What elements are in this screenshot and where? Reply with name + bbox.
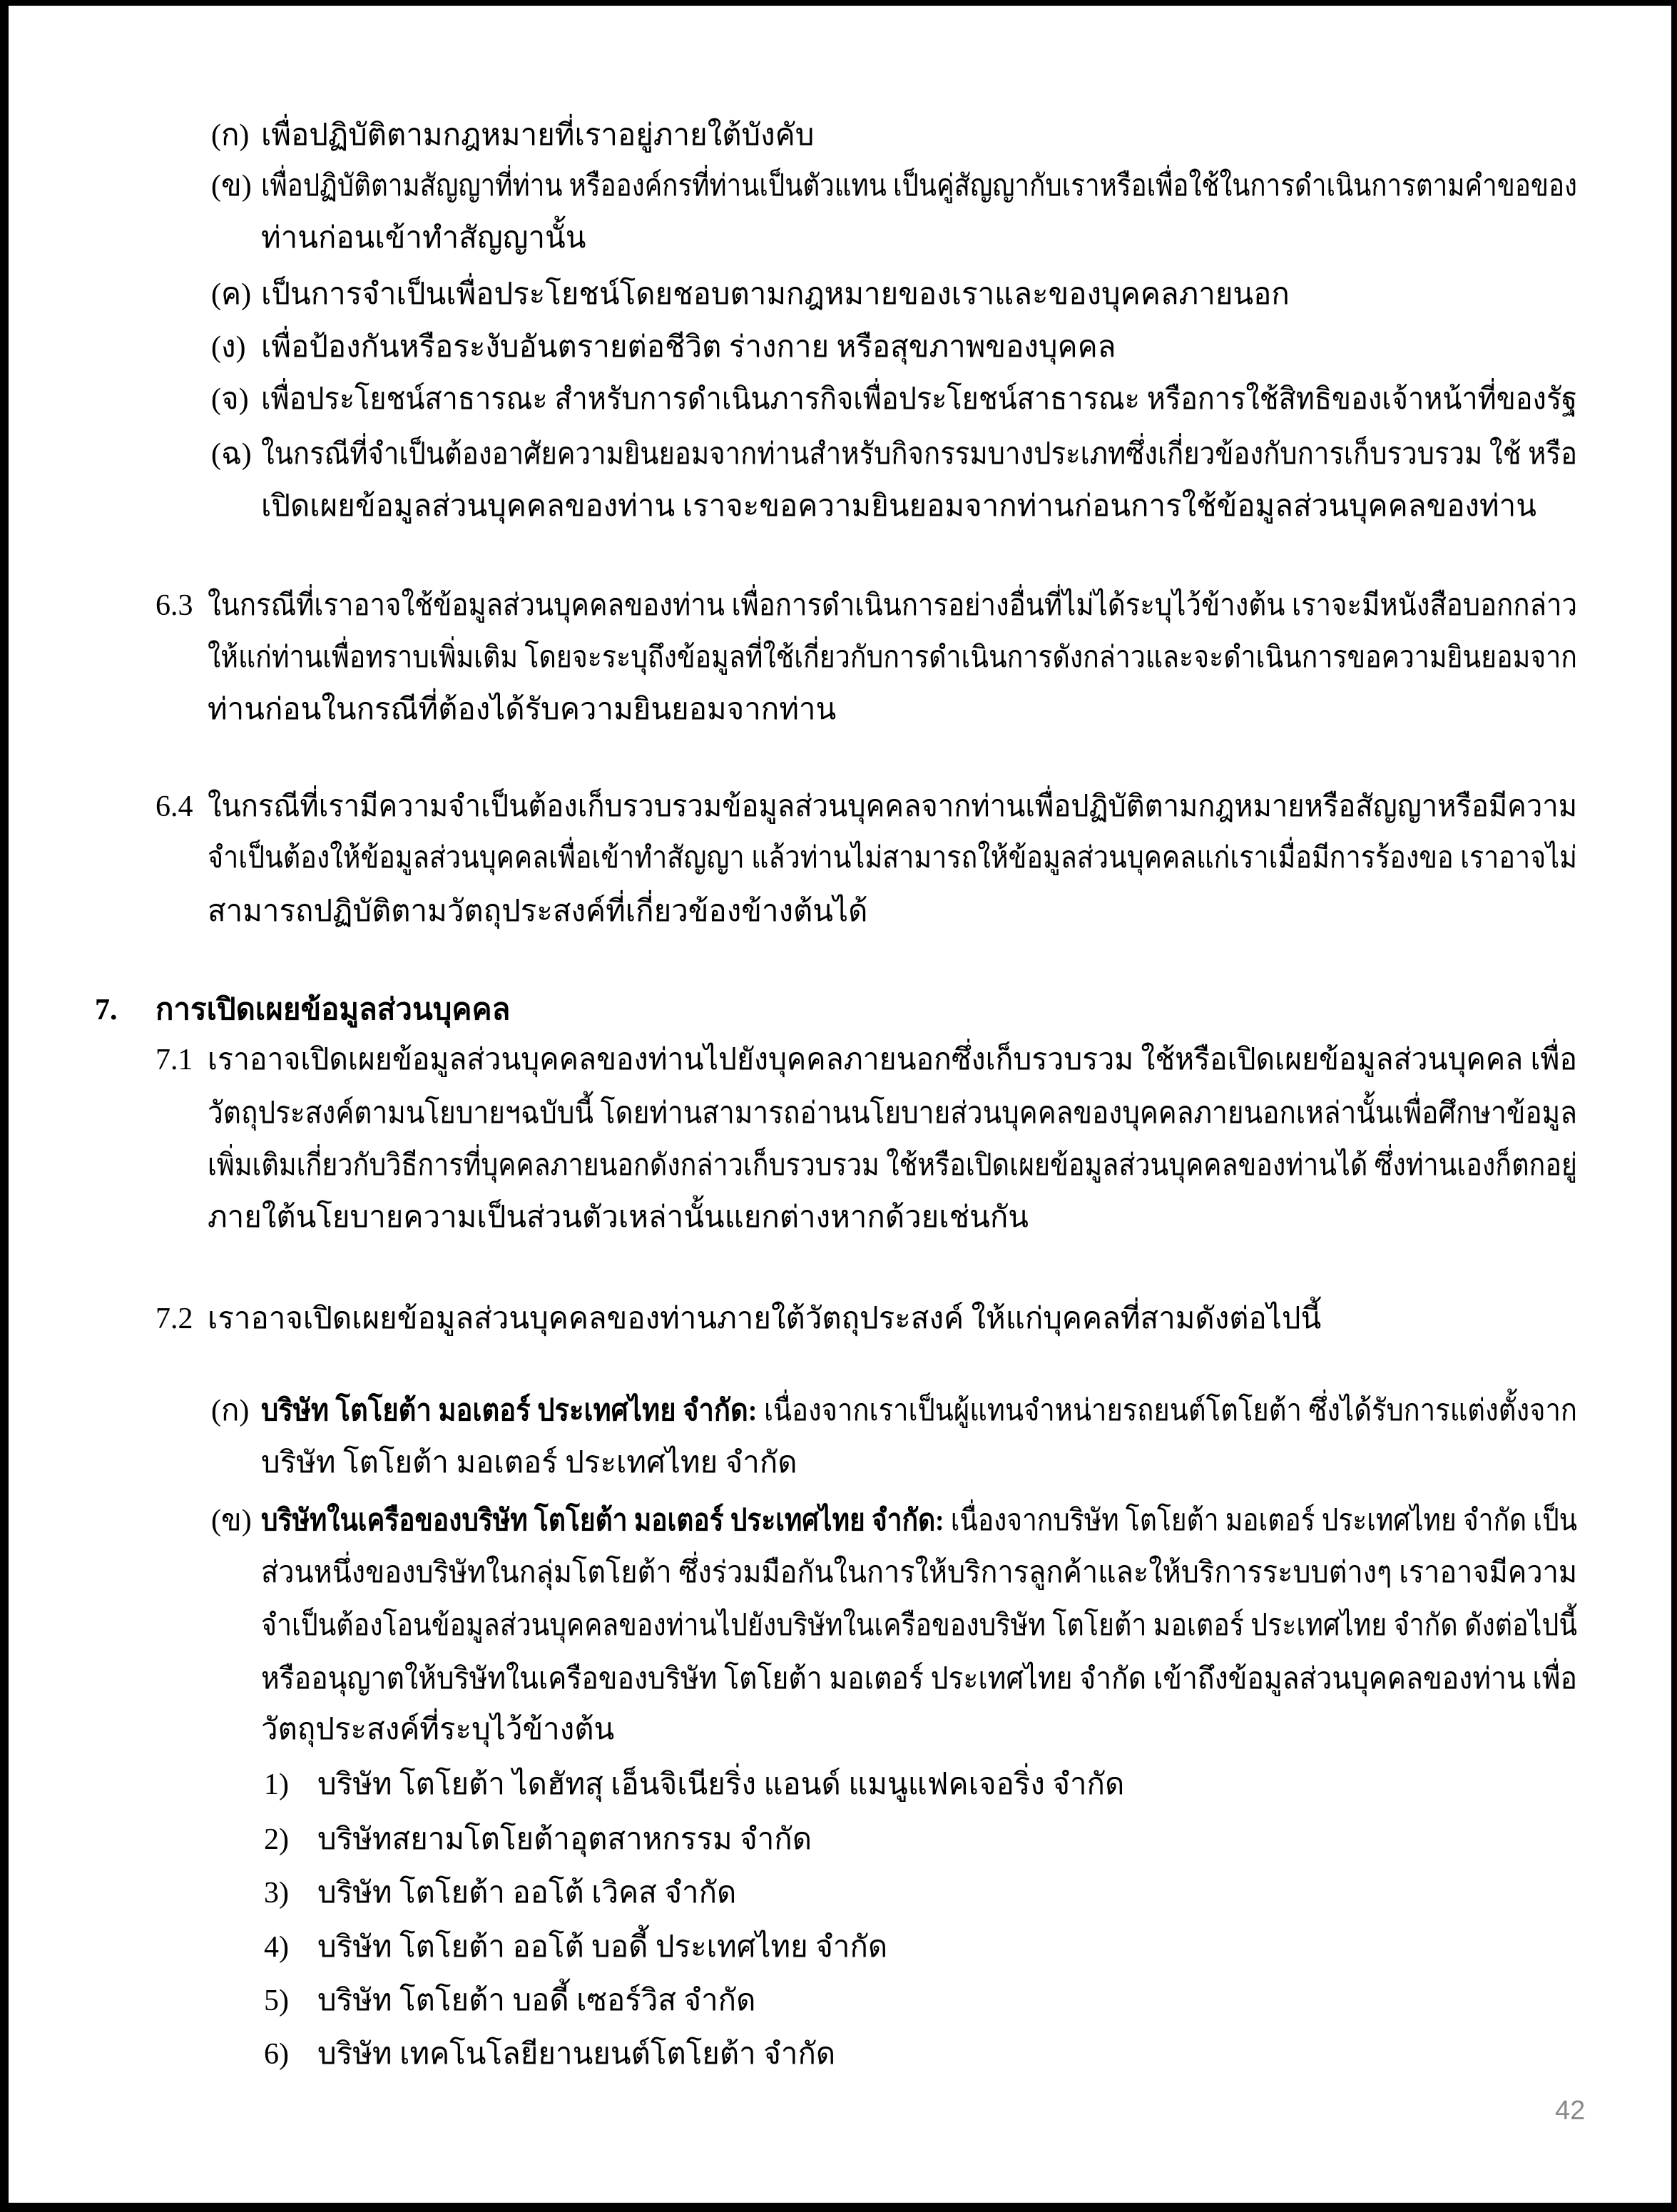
document-page: [9, 6, 1671, 2203]
list-number: 4): [264, 1931, 289, 1964]
section-heading: การเปิดเผยข้อมูลส่วนบุคคล: [156, 994, 511, 1026]
item-label: (ค): [211, 278, 252, 311]
list-number: 1): [264, 1768, 289, 1801]
item-text: [261, 1392, 1577, 1430]
clause-text: เราอาจเปิดเผยข้อมูลส่วนบุคคลของท่านไปยังบุคคลภายนอกซึ่งเก็บรวบรวม ใช้หรือเปิดเผยข้อมูลส่วนบุคคล เพื่อ: [208, 1044, 1577, 1076]
clause-number: 7.2: [156, 1303, 193, 1335]
item-text: ในกรณีที่จำเป็นต้องอาศัยความยินยอมจากท่านสำหรับกิจกรรมบางประเภทซึ่งเกี่ยวข้องกับการเก็บรวบรวม ใช้ หรือ: [261, 438, 1577, 471]
clause-text: วัตถุประสงค์ตามนโยบายฯฉบับนี้ โดยท่านสามารถอ่านนโยบายส่วนบุคคลของบุคคลภายนอกเหล่านั้นเพื่อศึกษาข้อมูล: [208, 1097, 1577, 1130]
item-text: [261, 1502, 1577, 1540]
item-text: วัตถุประสงค์ที่ระบุไว้ข้างต้น: [261, 1713, 615, 1746]
clause-number: 7.1: [156, 1044, 193, 1076]
item-text: ท่านก่อนเข้าทำสัญญานั้น: [261, 222, 586, 255]
clause-text: เพิ่มเติมเกี่ยวกับวิธีการที่บุคคลภายนอกดังกล่าวเก็บรวบรวม ใช้หรือเปิดเผยข้อมูลส่วนบุคคลของท่านได้ ซึ่งท่านเองก็ตกอยู่: [208, 1149, 1577, 1182]
item-text: บริษัท โตโยต้า มอเตอร์ ประเทศไทย จำกัด: [261, 1447, 797, 1479]
clause-text: จำเป็นต้องให้ข้อมูลส่วนบุคคลเพื่อเข้าทำสัญญา แล้วท่านไม่สามารถให้ข้อมูลส่วนบุคคลแก่เราเมื่อมีการร้องขอ เราอาจไม่: [208, 842, 1577, 875]
item-text: เพื่อประโยชน์สาธารณะ สำหรับการดำเนินภารกิจเพื่อประโยชน์สาธารณะ หรือการใช้สิทธิของเจ้าหน้าที่ของรัฐ: [261, 383, 1577, 416]
section-number: 7.: [95, 994, 118, 1026]
clause-number: 6.3: [156, 589, 193, 622]
list-item: บริษัท โตโยต้า ออโต้ เวิคส จำกัด: [317, 1877, 737, 1910]
company-name-bold: บริษัทในเครือของบริษัท โตโยต้า มอเตอร์ ประเทศไทย จำกัด:: [261, 1504, 944, 1537]
item-text: หรืออนุญาตให้บริษัทในเครือของบริษัท โตโยต้า มอเตอร์ ประเทศไทย จำกัด เข้าถึงข้อมูลส่วนบุคคลของท่าน เพื่อ: [261, 1663, 1577, 1696]
item-text-rest: เนื่องจากบริษัท โตโยต้า มอเตอร์ ประเทศไทย จำกัด เป็น: [944, 1504, 1577, 1537]
list-number: 3): [264, 1877, 289, 1910]
item-text: เป็นการจำเป็นเพื่อประโยชน์โดยชอบตามกฎหมายของเราและของบุคคลภายนอก: [261, 278, 1290, 311]
clause-number: 6.4: [156, 790, 193, 823]
clause-text: ในกรณีที่เราอาจใช้ข้อมูลส่วนบุคคลของท่าน เพื่อการดำเนินการอย่างอื่นที่ไม่ได้ระบุไว้ข้างต้น เราจะมีหนังสือบอกกล่าว: [208, 589, 1577, 622]
item-text-rest: เนื่องจากเราเป็นผู้แทนจำหน่ายรถยนต์โตโยต้า ซึ่งได้รับการแต่งตั้งจาก: [757, 1395, 1577, 1427]
item-label: (จ): [211, 383, 249, 416]
clause-text: เราอาจเปิดเผยข้อมูลส่วนบุคคลของท่านภายใต้วัตถุประสงค์ ให้แก่บุคคลที่สามดังต่อไปนี้: [208, 1303, 1322, 1335]
clause-text: ท่านก่อนในกรณีที่ต้องได้รับความยินยอมจากท่าน: [208, 693, 837, 726]
item-label: (ง): [211, 331, 246, 364]
list-item: บริษัท โตโยต้า ไดฮัทสุ เอ็นจิเนียริ่ง แอนด์ แมนูแฟคเจอริ่ง จำกัด: [317, 1768, 1125, 1801]
item-text: เพื่อปฏิบัติตามกฎหมายที่เราอยู่ภายใต้บังคับ: [261, 119, 815, 152]
item-label: (ข): [211, 1504, 252, 1537]
clause-text: สามารถปฏิบัติตามวัตถุประสงค์ที่เกี่ยวข้องข้างต้นได้: [208, 895, 868, 928]
list-number: 2): [264, 1823, 289, 1856]
clause-text: ในกรณีที่เรามีความจำเป็นต้องเก็บรวบรวมข้อมูลส่วนบุคคลจากท่านเพื่อปฏิบัติตามกฎหมายหรือสัญญาหรือมีความ: [208, 790, 1577, 823]
item-text: เพื่อป้องกันหรือระงับอันตรายต่อชีวิต ร่างกาย หรือสุขภาพของบุคคล: [261, 331, 1116, 364]
list-number: 5): [264, 1984, 289, 2017]
item-label: (ฉ): [211, 438, 252, 471]
page-number: 42: [1555, 2096, 1586, 2126]
item-label: (ข): [211, 170, 252, 203]
item-text: เปิดเผยข้อมูลส่วนบุคคลของท่าน เราจะขอความยินยอมจากท่านก่อนการใช้ข้อมูลส่วนบุคคลของท่าน: [261, 490, 1536, 523]
list-item: บริษัท เทคโนโลยียานยนต์โตโยต้า จำกัด: [317, 2038, 836, 2071]
clause-text: ภายใต้นโยบายความเป็นส่วนตัวเหล่านั้นแยกต่างหากด้วยเช่นกัน: [208, 1201, 1029, 1234]
company-name-bold: บริษัท โตโยต้า มอเตอร์ ประเทศไทย จำกัด:: [261, 1395, 758, 1427]
item-text: จำเป็นต้องโอนข้อมูลส่วนบุคคลของท่านไปยังบริษัทในเครือของบริษัท โตโยต้า มอเตอร์ ประเทศไทย จำกัด ดังต่อไปนี้: [261, 1609, 1577, 1642]
item-text: ส่วนหนึ่งของบริษัทในกลุ่มโตโยต้า ซึ่งร่วมมือกันในการให้บริการลูกค้าและให้บริการระบบต่างๆ เราอาจมีความ: [261, 1556, 1577, 1589]
item-label: (ก): [211, 119, 250, 152]
list-number: 6): [264, 2038, 289, 2071]
item-label: (ก): [211, 1395, 250, 1427]
clause-text: ให้แก่ท่านเพื่อทราบเพิ่มเติม โดยจะระบุถึงข้อมูลที่ใช้เกี่ยวกับการดำเนินการดังกล่าวและจะดำเนินการขอความยินยอมจาก: [208, 641, 1577, 674]
list-item: บริษัท โตโยต้า ออโต้ บอดี้ ประเทศไทย จำกัด: [317, 1931, 888, 1964]
item-text: เพื่อปฏิบัติตามสัญญาที่ท่าน หรือองค์กรที่ท่านเป็นตัวแทน เป็นคู่สัญญากับเราหรือเพื่อใช้ในการดำเนินการตามคำขอของ: [261, 170, 1577, 203]
list-item: บริษัท โตโยต้า บอดี้ เซอร์วิส จำกัด: [317, 1984, 756, 2017]
list-item: บริษัทสยามโตโยต้าอุตสาหกรรม จำกัด: [317, 1823, 812, 1856]
